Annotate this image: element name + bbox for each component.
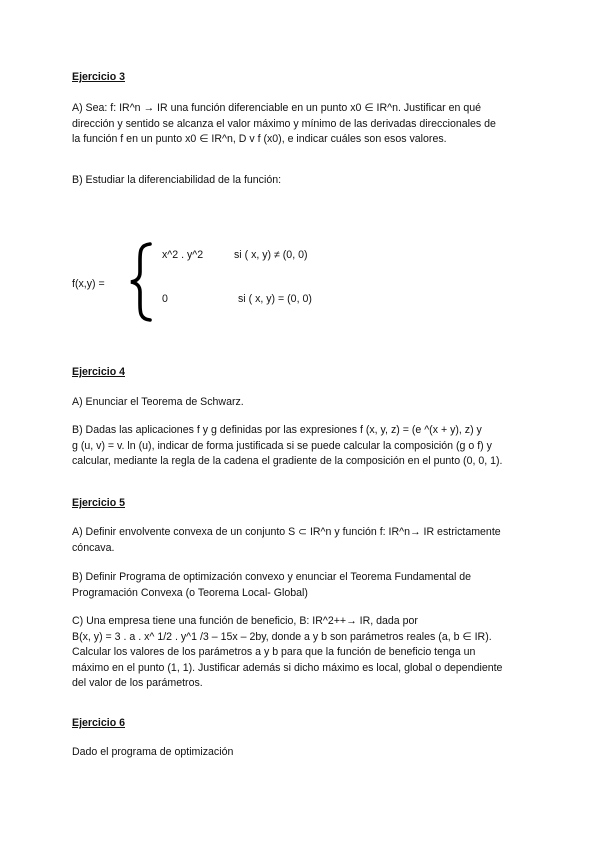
text-line: cóncava. <box>72 541 115 554</box>
case-1-expression: x^2 . y^2 <box>162 249 204 261</box>
text-line: B) Definir Programa de optimización convexo y enunciar el Teorema Fundamental de <box>72 571 472 583</box>
exercise-4-part-b <box>72 423 534 470</box>
text-line: B(x, y) = 3 . a . x^ 1/2 . y^1 /3 – 15x – 2by, donde a y b son parámetros reales (a, b ∈ IR). <box>72 630 492 643</box>
exercise-5-part-a <box>72 525 534 556</box>
exercise-4-heading: Ejercicio 4 <box>72 366 125 378</box>
exercise-4-part-a: A) Enunciar el Teorema de Schwarz. <box>72 396 244 408</box>
exercise-3-heading: Ejercicio 3 <box>72 71 125 83</box>
text-line: A) Sea: f: IR^n → IR una función diferenciable en un punto x0 ∈ IR^n. Justificar en qué <box>72 102 482 114</box>
text-line: la función f en un punto x0 ∈ IR^n, D v f (x0), e indicar cuáles son esos valores. <box>72 133 447 145</box>
function-label: f(x,y) = <box>72 278 105 290</box>
case-1-condition: si ( x, y) ≠ (0, 0) <box>234 249 308 261</box>
exercise-5-heading: Ejercicio 5 <box>72 497 125 509</box>
exercise-5-part-c <box>72 614 534 692</box>
text-line: C) Una empresa tiene una función de beneficio, B: IR^2++→ IR, dada por <box>72 615 418 627</box>
text-line: calcular, mediante la regla de la cadena el gradiente de la composición en el punto (0, 0, 1). <box>72 455 503 467</box>
case-2-expression: 0 <box>162 293 168 305</box>
text-line: B) Dadas las aplicaciones f y g definidas por las expresiones f (x, y, z) = (e ^(x + y), z) y <box>72 424 482 436</box>
exercise-3-part-a <box>72 101 534 148</box>
text-line: dirección y sentido se alcanza el valor máximo y mínimo de las derivadas direccionales de <box>72 117 496 130</box>
case-2-condition: si ( x, y) = (0, 0) <box>238 293 312 305</box>
exercise-6-heading: Ejercicio 6 <box>72 717 125 729</box>
exercise-6-intro: Dado el programa de optimización <box>72 746 234 758</box>
exercise-5-part-b <box>72 570 534 601</box>
left-brace-icon <box>126 242 156 322</box>
text-line: A) Definir envolvente convexa de un conjunto S ⊂ IR^n y función f: IR^n→ IR estrictamente <box>72 526 501 538</box>
text-line: Programación Convexa (o Teorema Local- Global) <box>72 586 308 599</box>
text-line: Calcular los valores de los parámetros a y b para que la función de beneficio tenga un <box>72 646 476 658</box>
text-line: máximo en el punto (1, 1). Justificar además si dicho máximo es local, global o dependiente <box>72 661 503 674</box>
text-line: g (u, v) = v. ln (u), indicar de forma justificada si se puede calcular la composición (g o f) y <box>72 439 492 452</box>
exercise-3-part-b: B) Estudiar la diferenciabilidad de la función: <box>72 174 282 186</box>
text-line: del valor de los parámetros. <box>72 677 203 689</box>
